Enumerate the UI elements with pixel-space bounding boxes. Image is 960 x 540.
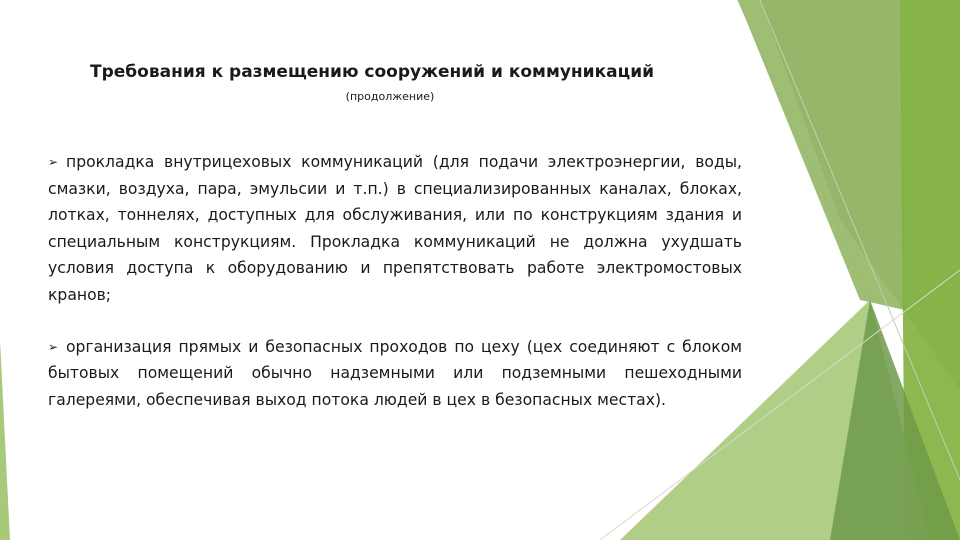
- bullet-text: организация прямых и безопасных проходов по цеху (цех соединяют с блоком бытовых помещений обычно надземными или подземными пешеходными галереями, обеспечивая выход потока людей в цех в безопасных местах).: [48, 337, 742, 409]
- bullet-paragraph: [48, 334, 742, 414]
- arrow-bullet-icon: ➢: [48, 339, 59, 354]
- right-panel-green: [738, 0, 905, 310]
- slide-subtitle: (продолжение): [345, 90, 435, 103]
- slide-title: Требования к размещению сооружений и коммуникаций: [90, 62, 655, 82]
- slide-body: [48, 149, 742, 413]
- arrow-bullet-icon: ➢: [48, 155, 59, 169]
- left-edge-triangle: [0, 340, 10, 540]
- bullet-text: прокладка внутрицеховых коммуникаций (для подачи электроэнергии, воды, смазки, воздуха, пара, эмульсии и т.п.) в специализированных каналах, блоках, лотках, тоннелях, доступных для обслуживания, или по конструкциям здания и специальным конструкциям. Прокладка коммуникаций не должна ухудшать условия доступа к оборудованию и препятствовать работе электромостовых кранов;: [48, 153, 742, 304]
- bullet-paragraph: [48, 149, 742, 309]
